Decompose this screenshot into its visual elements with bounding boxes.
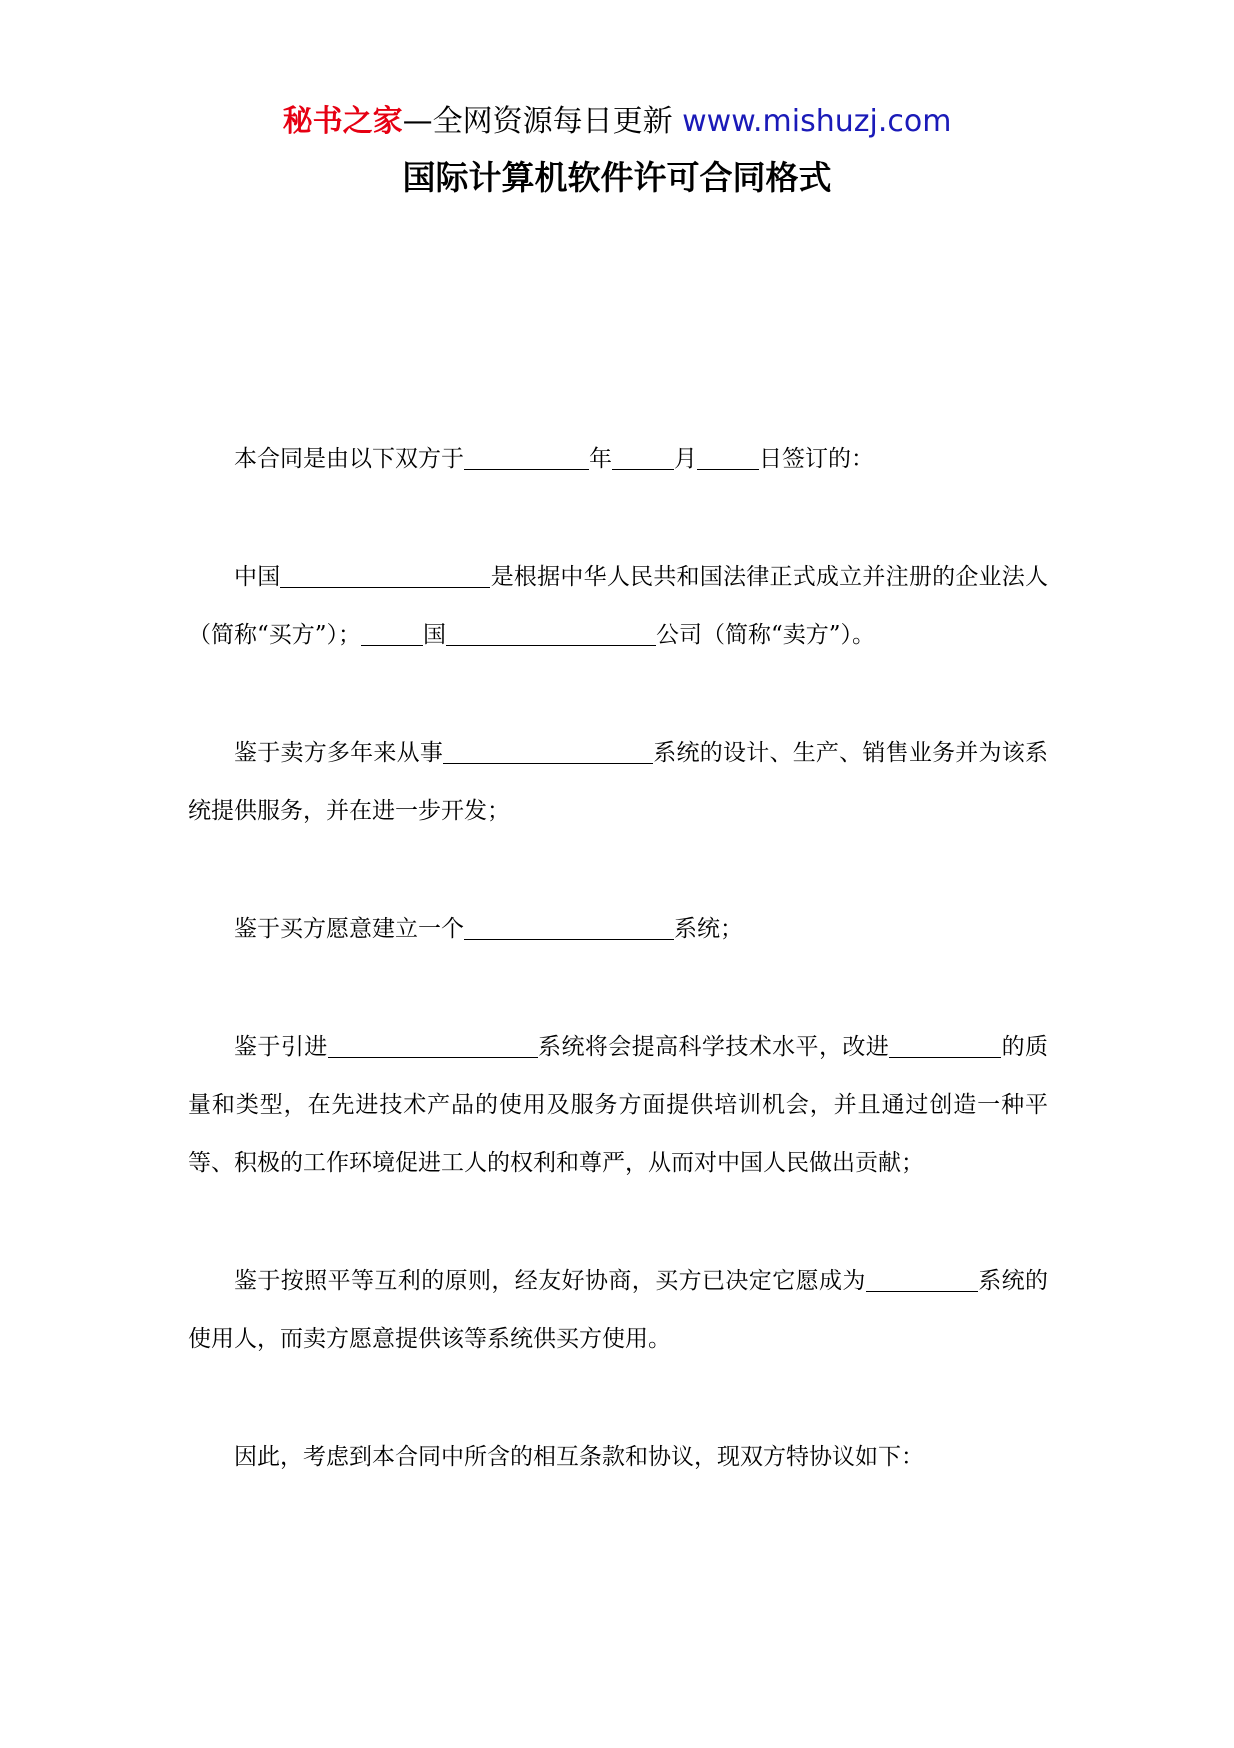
paragraph-signing-date <box>188 430 1048 488</box>
blank-month <box>612 445 674 470</box>
blank-product <box>889 1033 1001 1058</box>
text-segment: 系统的设计、生产、销售业务并为该系统提供服务，并在进一步开发； <box>188 740 1049 824</box>
paragraph-benefits <box>188 1018 1048 1192</box>
text-segment: 公司（简称“卖方”）。 <box>656 622 876 648</box>
paragraph-decision <box>188 1252 1048 1368</box>
text-segment: 年 <box>589 446 612 472</box>
paragraph-buyer-intent <box>188 900 1048 958</box>
site-url-link[interactable]: www.mishuzj.com <box>682 104 952 139</box>
text-segment: 系统的使用人，而卖方愿意提供该等系统供买方使用。 <box>188 1268 1049 1352</box>
text-segment: 国 <box>423 622 447 648</box>
text-segment: 中国 <box>234 564 281 590</box>
text-segment: 系统； <box>674 916 743 942</box>
header-slogan: —全网资源每日更新 <box>402 104 673 139</box>
text-segment: 月 <box>674 446 697 472</box>
text-segment: 鉴于卖方多年来从事 <box>234 740 444 766</box>
paragraph-agreement <box>188 1428 1048 1486</box>
blank-year <box>464 445 589 470</box>
blank-system-name <box>866 1267 978 1292</box>
blank-seller-name <box>446 621 656 646</box>
paragraph-seller-business <box>188 724 1048 840</box>
blank-system-name <box>328 1033 538 1058</box>
text-segment: 鉴于按照平等互利的原则，经友好协商，买方已决定它愿成为 <box>234 1268 866 1294</box>
text-segment: 鉴于买方愿意建立一个 <box>234 916 464 942</box>
text-segment: 系统将会提高科学技术水平，改进 <box>537 1034 890 1060</box>
document-title: 国际计算机软件许可合同格式 <box>402 158 832 197</box>
blank-day <box>697 445 759 470</box>
text-segment: 鉴于引进 <box>234 1034 328 1060</box>
site-header <box>0 102 1234 142</box>
blank-seller-country <box>361 621 423 646</box>
text-segment: 的质量和类型，在先进技术产品的使用及服务方面提供培训机会，并且通过创造一种平等、积极的工作环境促进工人的权利和尊严，从而对中国人民做出贡献； <box>188 1034 1049 1176</box>
text-segment: 因此，考虑到本合同中所含的相互条款和协议，现双方特协议如下： <box>234 1444 924 1470</box>
text-segment: 日签订的： <box>759 446 874 472</box>
blank-buyer-name <box>280 563 490 588</box>
text-segment: 是根据中华人民共和国法律正式成立并注册的企业法人（简称“买方”）； <box>188 564 1049 648</box>
blank-system-name <box>443 739 653 764</box>
brand-name: 秘书之家 <box>282 104 403 139</box>
text-segment: 本合同是由以下双方于 <box>234 446 464 472</box>
document-body <box>188 430 1048 1546</box>
blank-system-name <box>464 915 674 940</box>
paragraph-parties <box>188 548 1048 664</box>
